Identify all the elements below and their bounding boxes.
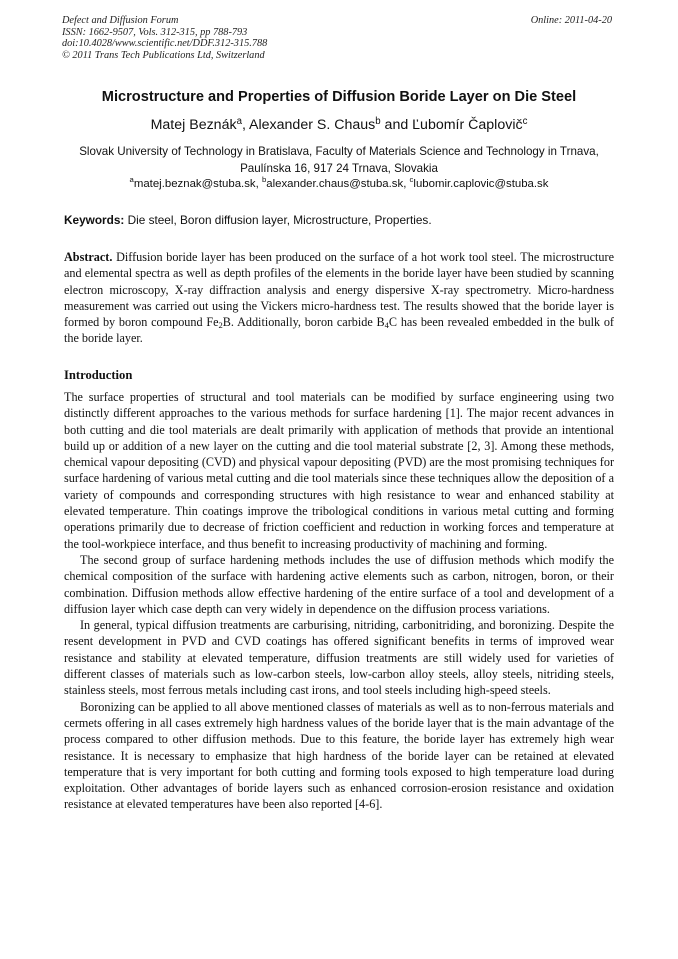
- author-mark: a: [236, 116, 242, 127]
- email-address[interactable]: alexander.chaus@stuba.sk: [266, 178, 404, 190]
- email-line: [0, 175, 678, 190]
- paragraph: In general, typical diffusion treatments are carburising, nitriding, carbonitriding, and boronizing. Despite the resent development in PVD and CVD coatings has offered significant benefits in terms of improved wear resistance and stability at elevated temperature, diffusion treatments are still widely used for varieties of different classes of materials such as low-carbon steels, low-carbon alloy steels, alloy steels, nitriding steels, stainless steels, most ferrous metals including cast irons, and tool steels including high-speed steels.: [64, 618, 614, 698]
- abstract: [64, 249, 614, 347]
- online-date: Online: 2011-04-20: [530, 15, 612, 26]
- email-mark: a: [129, 175, 134, 184]
- author-separator: ,: [241, 117, 250, 133]
- paragraph: The surface properties of structural and tool materials can be modified by surface engineering using two distinctly different approaches to the various methods for surface hardening [1]. The major recent advances in both cutting and die tool materials are dealt primarily with application of methods that provide an intentional build up or addition of a new layer on the cutting and die tool material substrate [2, 3]. Among these methods, chemical vapour depositing (CVD) and physical vapour depositing (PVD) are the most promising techniques for surface hardening of various metal cutting and die tool materials since these techniques allow the deposition of a variety of compounds and corresponding structures with high resistance to wear and enhanced stability at elevated temperature. Thin coatings improve the tribological conditions in various metal cutting and forming operations primarily due to decrease of friction coefficient and reduction in working forces and temperature at the tool-workpiece interface, and thus benefit to increasing productivity of machining and forming.: [64, 390, 614, 551]
- copyright-line: © 2011 Trans Tech Publications Ltd, Switzerland: [62, 49, 265, 61]
- subscript: 4: [384, 320, 389, 331]
- abstract-text: C has been revealed embedded in the bulk of the boride layer.: [64, 315, 614, 346]
- author-mark: b: [375, 116, 381, 127]
- email-separator: ,: [255, 178, 262, 190]
- abstract-text: Diffusion boride layer has been produced on the surface of a hot work tool steel. The microstructure and elemental spectra as well as depth profiles of the elements in the boride layer have been studied by scanning electron microscopy, X-ray diffraction analysis and energy dispersive X-ray spectrometry. Micro-hardness measurement was carried out using the Vickers micro-hardness test. The results showed that the boride layer is formed by boron compound Fe: [64, 250, 614, 330]
- paragraph: Boronizing can be applied to all above mentioned classes of materials as well as to non-ferrous materials and cermets offering in all cases extremely high hardness values of the boride layer that is the main advantage of the process compared to other diffusion methods. Due to this feature, the boride layer has extremely high wear resistance. It is necessary to emphasize that high hardness of the boride layer can be retained at elevated temperature that is very important for both cutting and forming tools exposed to high temperature load during exploitation. Other advantages of boride layers such as enhanced corrosion-erosion resistance and oxidation resistance at elevated temperatures have been also reported [4-6].: [64, 699, 614, 812]
- journal-name: Defect and Diffusion Forum: [62, 15, 179, 26]
- author-mark: c: [522, 116, 528, 127]
- affiliation: Slovak University of Technology in Bratislava, Faculty of Materials Science and Technology in Trnava, Paulínska 16, 917 24 Trnava, Slovakia: [79, 145, 599, 175]
- email-separator: ,: [403, 178, 410, 190]
- email-address[interactable]: matej.beznak@stuba.sk: [133, 178, 256, 190]
- subscript: 2: [218, 320, 223, 331]
- author-name: Ľubomír Čaplovič: [412, 117, 523, 133]
- paper-title: Microstructure and Properties of Diffusion Boride Layer on Die Steel: [101, 89, 577, 105]
- doi-line: doi:10.4028/www.scientific.net/DDF.312-315.788: [62, 38, 268, 50]
- introduction-body: [64, 389, 614, 813]
- email-address[interactable]: lubomir.caplovic@stuba.sk: [413, 178, 549, 190]
- abstract-label: Abstract.: [64, 250, 113, 264]
- keywords-label: Keywords:: [64, 213, 125, 227]
- issn-line: ISSN: 1662-9507, Vols. 312-315, pp 788-793: [62, 26, 248, 38]
- author-line: [0, 117, 678, 133]
- email-mark: b: [261, 175, 267, 184]
- keywords-text: Die steel, Boron diffusion layer, Microstructure, Properties.: [124, 213, 432, 227]
- author-name: Alexander S. Chaus: [249, 117, 376, 133]
- journal-header: [62, 15, 267, 61]
- keywords: [64, 213, 432, 227]
- author-name: Matej Beznák: [150, 117, 237, 133]
- abstract-text: B. Additionally, boron carbide B: [222, 315, 385, 330]
- author-separator: and: [380, 117, 413, 133]
- paragraph: The second group of surface hardening methods includes the use of diffusion methods which modify the chemical composition of the surface with hardening active elements such as carbon, nitrogen, boron, or their combination. Diffusion methods allow effective hardening of the entire surface of a tool and development of a diffusion layer which case depth can very widely in dependence on the diffusion process variations.: [64, 552, 614, 616]
- section-heading: Introduction: [64, 368, 133, 382]
- email-mark: c: [409, 175, 414, 184]
